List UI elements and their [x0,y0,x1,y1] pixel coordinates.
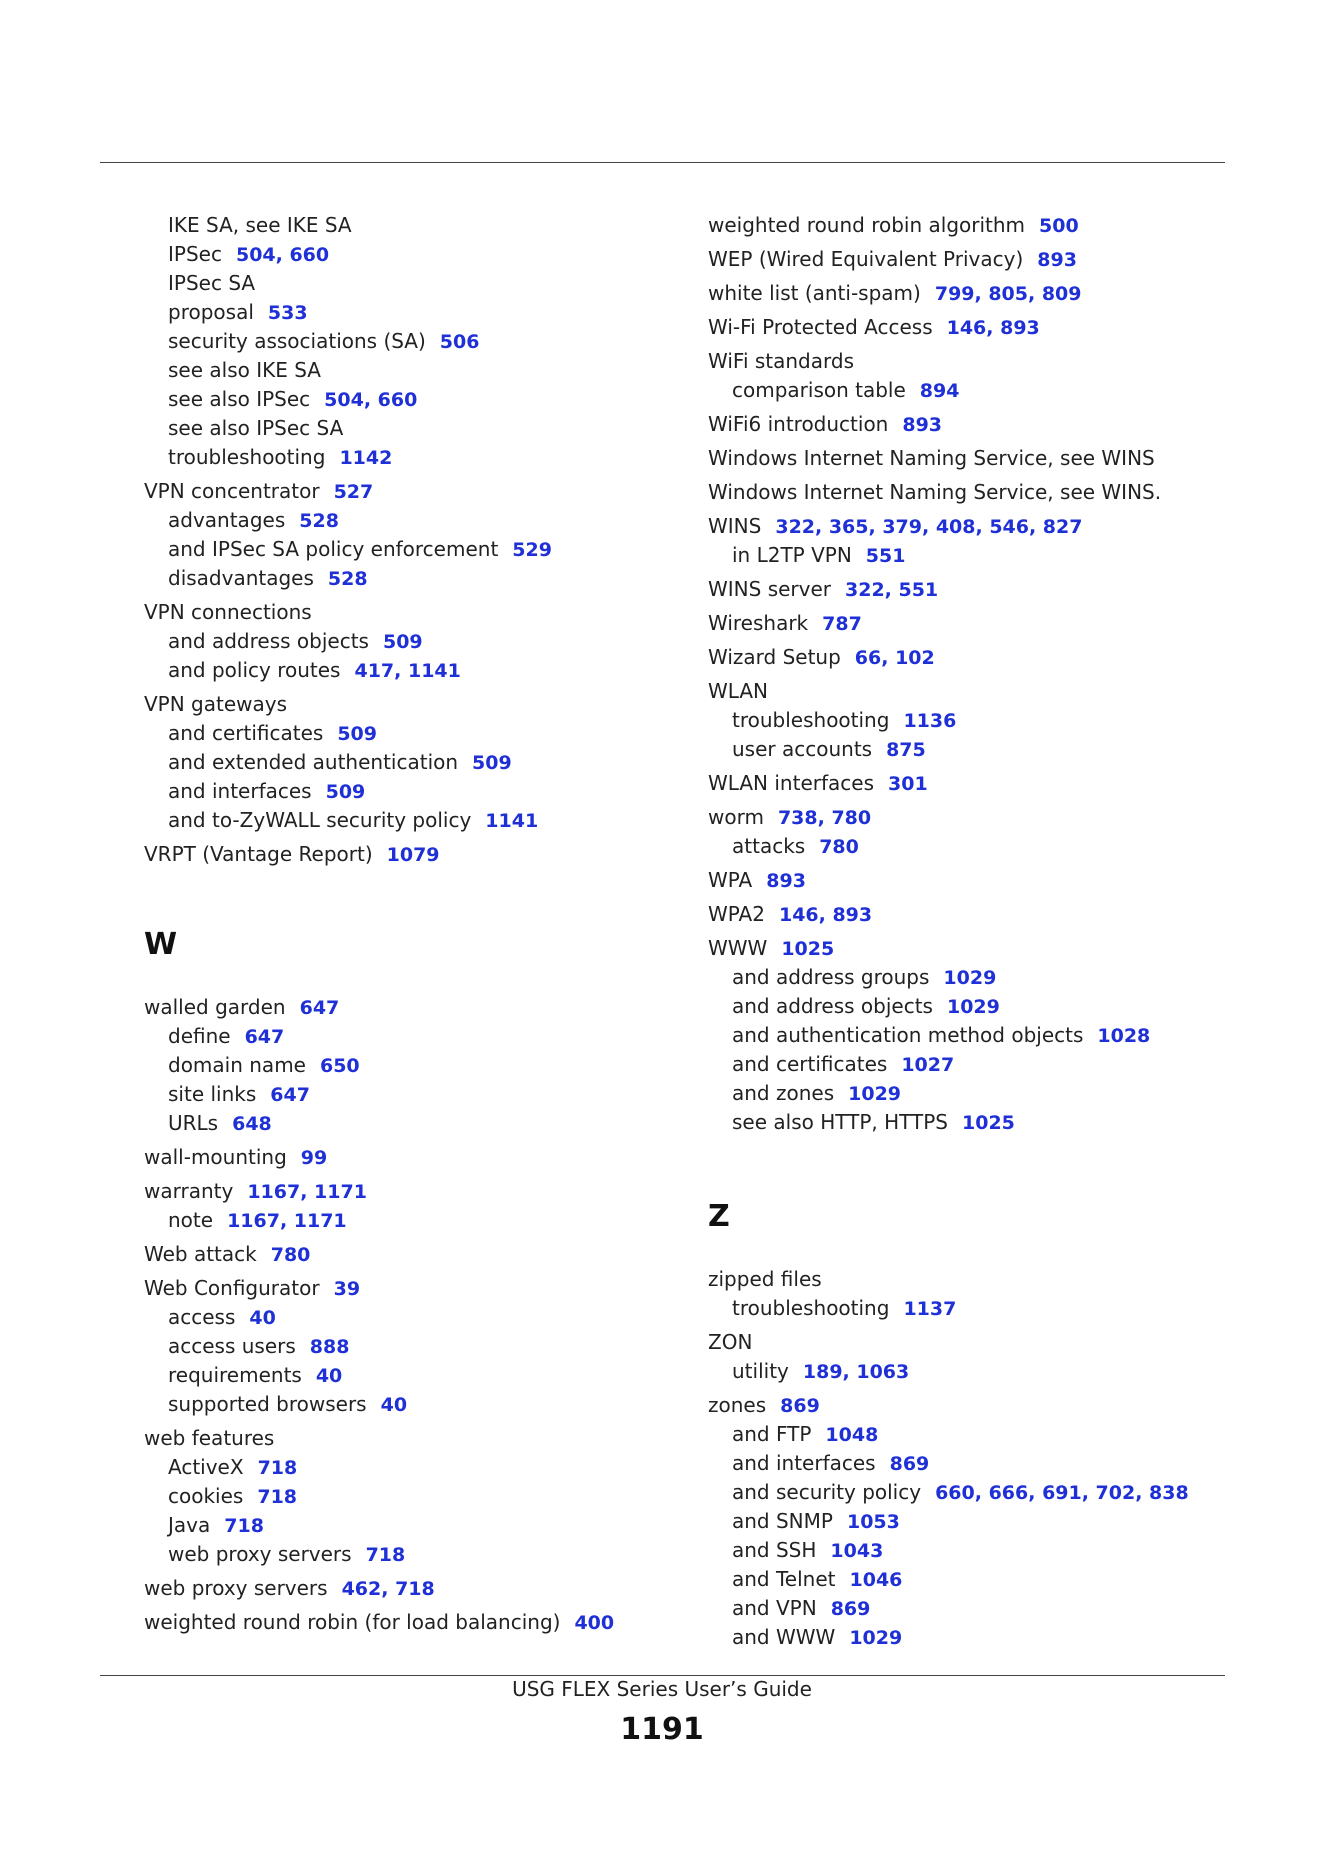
page-reference-link[interactable]: 718 [365,1544,406,1566]
page-reference-link[interactable]: 893 [902,414,943,436]
page-reference-link[interactable]: 66, 102 [854,647,935,669]
index-term: cookies [168,1484,244,1508]
index-entry [144,477,664,506]
index-term: VRPT (Vantage Report) [144,842,373,866]
index-entry [708,478,1268,507]
index-entry [708,245,1268,274]
index-subentry [708,1079,1268,1108]
index-subentry [708,832,1268,861]
index-subentry [708,1357,1268,1386]
index-subentry [144,385,664,414]
index-subentry [708,992,1268,1021]
index-term: and interfaces [732,1451,876,1475]
index-entry [708,512,1268,541]
index-term: see also HTTP, HTTPS [732,1110,948,1134]
index-entry [144,1274,664,1303]
index-entry [144,1143,664,1172]
page-reference-link[interactable]: 1048 [825,1424,879,1446]
page-reference-link[interactable]: 647 [299,997,340,1019]
footer-page-number: 1191 [620,1712,704,1747]
index-term: WLAN interfaces [708,771,874,795]
page-reference-link[interactable]: 648 [232,1113,272,1135]
index-subentry [708,1565,1268,1594]
index-term: warranty [144,1179,234,1203]
page-reference-link[interactable]: 1027 [901,1054,955,1076]
page-reference-link[interactable]: 1142 [339,447,393,469]
index-term: troubleshooting [732,1296,890,1320]
index-subentry [144,1303,664,1332]
page-reference-link[interactable]: 1079 [386,844,440,866]
index-term: WiFi6 introduction [708,412,889,436]
index-subentry [144,719,664,748]
index-entry [708,643,1268,672]
page-reference-link[interactable]: 509 [325,781,366,803]
page-reference-link[interactable]: 888 [309,1336,350,1358]
page-reference-link[interactable]: 462, 718 [341,1578,435,1600]
page-reference-link[interactable]: 551 [865,545,906,567]
index-term: and WWW [732,1625,836,1649]
page-reference-link[interactable]: 1029 [946,996,1000,1018]
index-term: and extended authentication [168,750,459,774]
index-entry [144,993,664,1022]
index-term: zipped files [708,1267,822,1291]
index-subentry [144,535,664,564]
index-entry [144,598,664,627]
page-reference-link[interactable]: 40 [380,1394,408,1416]
page-reference-link[interactable]: 99 [300,1147,328,1169]
page-reference-link[interactable]: 780 [270,1244,311,1266]
index-term: walled garden [144,995,286,1019]
index-subentry [144,806,664,835]
page-reference-link[interactable]: 647 [244,1026,285,1048]
page-reference-link[interactable]: 1029 [848,1083,902,1105]
index-term: weighted round robin algorithm [708,213,1026,237]
index-subentry [708,1294,1268,1323]
index-entry [708,1265,1268,1294]
index-term: disadvantages [168,566,314,590]
page-reference-link[interactable]: 1137 [903,1298,957,1320]
index-term: security associations (SA) [168,329,426,353]
index-term: WEP (Wired Equivalent Privacy) [708,247,1024,271]
index-subentry [144,1080,664,1109]
index-term: Web Configurator [144,1276,320,1300]
page-reference-link[interactable]: 780 [819,836,859,858]
index-term: Wizard Setup [708,645,841,669]
index-subentry [144,1540,664,1569]
index-subentry [144,1453,664,1482]
page-reference-link[interactable]: 301 [888,773,928,795]
page-reference-link[interactable]: 146, 893 [778,904,873,926]
index-entry [708,934,1268,963]
index-entry [708,347,1268,376]
index-term: see also IKE SA [168,358,321,382]
page-reference-link[interactable]: 738, 780 [777,807,872,829]
index-entry [708,575,1268,604]
page-reference-link[interactable]: 529 [512,539,552,561]
index-entry [708,1328,1268,1357]
index-subentry [144,443,664,472]
page-reference-link[interactable]: 528 [299,510,339,532]
page-reference-link[interactable]: 647 [270,1084,310,1106]
index-term: and Telnet [732,1567,836,1591]
index-column-left [144,211,664,1637]
page-reference-link[interactable]: 1025 [962,1112,1015,1134]
index-term: Web attack [144,1242,257,1266]
page-reference-link[interactable]: 1046 [849,1569,903,1591]
index-subentry [708,1478,1268,1507]
index-term: attacks [732,834,806,858]
index-subentry [144,414,664,443]
index-term: VPN gateways [144,692,288,716]
index-term: troubleshooting [168,445,326,469]
page-reference-link[interactable]: 869 [889,1453,930,1475]
index-subentry [144,1332,664,1361]
page-reference-link[interactable]: 869 [780,1395,820,1417]
page-reference-link[interactable]: 322, 365, 379, 408, 546, 827 [775,516,1083,538]
index-subentry [144,1051,664,1080]
index-term: and SSH [732,1538,817,1562]
index-subentry [708,376,1268,405]
index-subentry [144,211,664,240]
page-reference-link[interactable]: 894 [919,380,960,402]
index-subentry [144,1390,664,1419]
index-term: and authentication method objects [732,1023,1084,1047]
index-term: and certificates [168,721,324,745]
page-reference-link[interactable]: 875 [886,739,926,761]
index-term: supported browsers [168,1392,367,1416]
page-reference-link[interactable]: 528 [327,568,368,590]
index-subentry [708,541,1268,570]
page-reference-link[interactable]: 1043 [830,1540,884,1562]
page-reference-link[interactable]: 718 [257,1486,298,1508]
index-term: ZON [708,1330,753,1354]
index-subentry [144,1206,664,1235]
page-reference-link[interactable]: 146, 893 [946,317,1040,339]
index-term: white list (anti-spam) [708,281,921,305]
index-entry [708,1391,1268,1420]
page-reference-link[interactable]: 1029 [849,1627,903,1649]
index-term: Java [168,1513,211,1537]
index-term: proposal [168,300,254,324]
index-entry [708,211,1268,240]
page-reference-link[interactable]: 1053 [846,1511,900,1533]
index-entry [144,840,664,869]
index-term: Wireshark [708,611,809,635]
index-term: see also IPSec SA [168,416,344,440]
page-reference-link[interactable]: 1167, 1171 [227,1210,347,1232]
index-term: utility [732,1359,789,1383]
index-term: and IPSec SA policy enforcement [168,537,499,561]
index-term: requirements [168,1363,302,1387]
index-subentry [144,1109,664,1138]
index-term: VPN concentrator [144,479,320,503]
index-subentry [708,706,1268,735]
page-reference-link[interactable]: 718 [257,1457,298,1479]
page-reference-link[interactable]: 40 [315,1365,343,1387]
index-term: see also IPSec [168,387,311,411]
index-column-right [708,211,1268,1652]
index-subentry [144,1022,664,1051]
index-subentry [144,656,664,685]
page-reference-link[interactable]: 504, 660 [324,389,418,411]
index-term: define [168,1024,231,1048]
index-term: WLAN [708,679,769,703]
page-reference-link[interactable]: 400 [574,1612,615,1634]
index-subentry [708,1449,1268,1478]
index-entry [708,609,1268,638]
index-subentry [144,748,664,777]
index-subentry [708,1108,1268,1137]
index-subentry [708,1420,1268,1449]
index-term: Windows Internet Naming Service, see WINS. [708,480,1162,504]
page-reference-link[interactable]: 509 [337,723,377,745]
index-entry [144,1608,664,1637]
index-term: and zones [732,1081,835,1105]
index-term: and certificates [732,1052,888,1076]
page-reference-link[interactable]: 799, 805, 809 [934,283,1082,305]
index-term: web proxy servers [144,1576,328,1600]
index-subentry [708,1536,1268,1565]
index-term: IPSec [168,242,222,266]
index-term: note [168,1208,214,1232]
index-subentry [708,1021,1268,1050]
page-reference-link[interactable]: 504, 660 [235,244,330,266]
index-entry [144,1424,664,1453]
page-reference-link[interactable]: 1167, 1171 [247,1181,367,1203]
index-term: WINS [708,514,762,538]
index-subentry [144,1482,664,1511]
index-term: IKE SA, see IKE SA [168,213,352,237]
page-reference-link[interactable]: 869 [830,1598,871,1620]
page-reference-link[interactable]: 500 [1039,215,1079,237]
page-reference-link[interactable]: 1029 [943,967,997,989]
index-term: site links [168,1082,257,1106]
index-term: and policy routes [168,658,341,682]
index-entry [708,444,1268,473]
index-term: comparison table [732,378,906,402]
page-reference-link[interactable]: 893 [1037,249,1077,271]
page-reference-link[interactable]: 1141 [485,810,539,832]
index-subentry [708,735,1268,764]
index-subentry [144,777,664,806]
header-rule [100,162,1225,163]
index-term: advantages [168,508,286,532]
page-reference-link[interactable]: 417, 1141 [354,660,461,682]
index-subentry [708,963,1268,992]
page-reference-link[interactable]: 787 [822,613,862,635]
index-term: user accounts [732,737,873,761]
index-term: ActiveX [168,1455,244,1479]
index-term: zones [708,1393,767,1417]
index-term: web proxy servers [168,1542,352,1566]
page-reference-link[interactable]: 322, 551 [845,579,939,601]
index-subentry [144,506,664,535]
index-term: URLs [168,1111,219,1135]
index-subentry [144,269,664,298]
index-term: in L2TP VPN [732,543,852,567]
index-term: WWW [708,936,768,960]
index-section-letter: W [144,927,178,962]
page-reference-link[interactable]: 1025 [781,938,835,960]
index-entry [708,279,1268,308]
page-reference-link[interactable]: 1028 [1097,1025,1151,1047]
index-subentry [708,1050,1268,1079]
page-reference-link[interactable]: 509 [472,752,512,774]
index-term: WiFi standards [708,349,854,373]
index-term: access users [168,1334,296,1358]
index-term: Wi-Fi Protected Access [708,315,933,339]
footer-rule [100,1675,1225,1676]
index-term: WPA2 [708,902,765,926]
index-term: wall-mounting [144,1145,287,1169]
index-term: and address groups [732,965,930,989]
page-reference-link[interactable]: 509 [382,631,423,653]
index-entry [708,313,1268,342]
index-term: WINS server [708,577,831,601]
index-entry [708,769,1268,798]
index-term: and interfaces [168,779,312,803]
index-entry [708,866,1268,895]
index-term: and VPN [732,1596,817,1620]
index-term: WPA [708,868,753,892]
index-term: worm [708,805,764,829]
index-term: and SNMP [732,1509,833,1533]
index-subentry [144,1361,664,1390]
index-term: IPSec SA [168,271,256,295]
page-reference-link[interactable]: 527 [333,481,374,503]
index-term: domain name [168,1053,306,1077]
index-subentry [144,298,664,327]
index-entry [708,410,1268,439]
index-entry [144,1240,664,1269]
index-section-letter: Z [708,1199,730,1234]
index-subentry [144,564,664,593]
index-subentry [144,356,664,385]
index-subentry [708,1623,1268,1652]
index-term: and address objects [732,994,933,1018]
index-entry [708,677,1268,706]
index-term: VPN connections [144,600,312,624]
index-entry [708,900,1268,929]
index-term: and address objects [168,629,369,653]
page-reference-link[interactable]: 660, 666, 691, 702, 838 [935,1482,1189,1504]
index-subentry [708,1594,1268,1623]
index-subentry [144,240,664,269]
index-subentry [708,1507,1268,1536]
index-subentry [144,1511,664,1540]
index-term: and FTP [732,1422,812,1446]
page-reference-link[interactable]: 893 [766,870,806,892]
index-entry [708,803,1268,832]
page-reference-link[interactable]: 1136 [903,710,957,732]
index-entry [144,1177,664,1206]
page-reference-link[interactable]: 718 [224,1515,264,1537]
footer-guide-title: USG FLEX Series User’s Guide [512,1677,812,1701]
index-term: and security policy [732,1480,922,1504]
index-term: Windows Internet Naming Service, see WINS [708,446,1155,470]
index-term: weighted round robin (for load balancing) [144,1610,561,1634]
page-reference-link[interactable]: 39 [333,1278,361,1300]
page-reference-link[interactable]: 650 [319,1055,360,1077]
page-reference-link[interactable]: 506 [439,331,480,353]
index-subentry [144,327,664,356]
index-subentry [144,627,664,656]
page-reference-link[interactable]: 533 [267,302,308,324]
index-term: access [168,1305,236,1329]
page-reference-link[interactable]: 40 [249,1307,276,1329]
index-term: web features [144,1426,275,1450]
index-entry [144,1574,664,1603]
index-term: troubleshooting [732,708,890,732]
index-term: and to-ZyWALL security policy [168,808,472,832]
index-entry [144,690,664,719]
page-reference-link[interactable]: 189, 1063 [802,1361,910,1383]
